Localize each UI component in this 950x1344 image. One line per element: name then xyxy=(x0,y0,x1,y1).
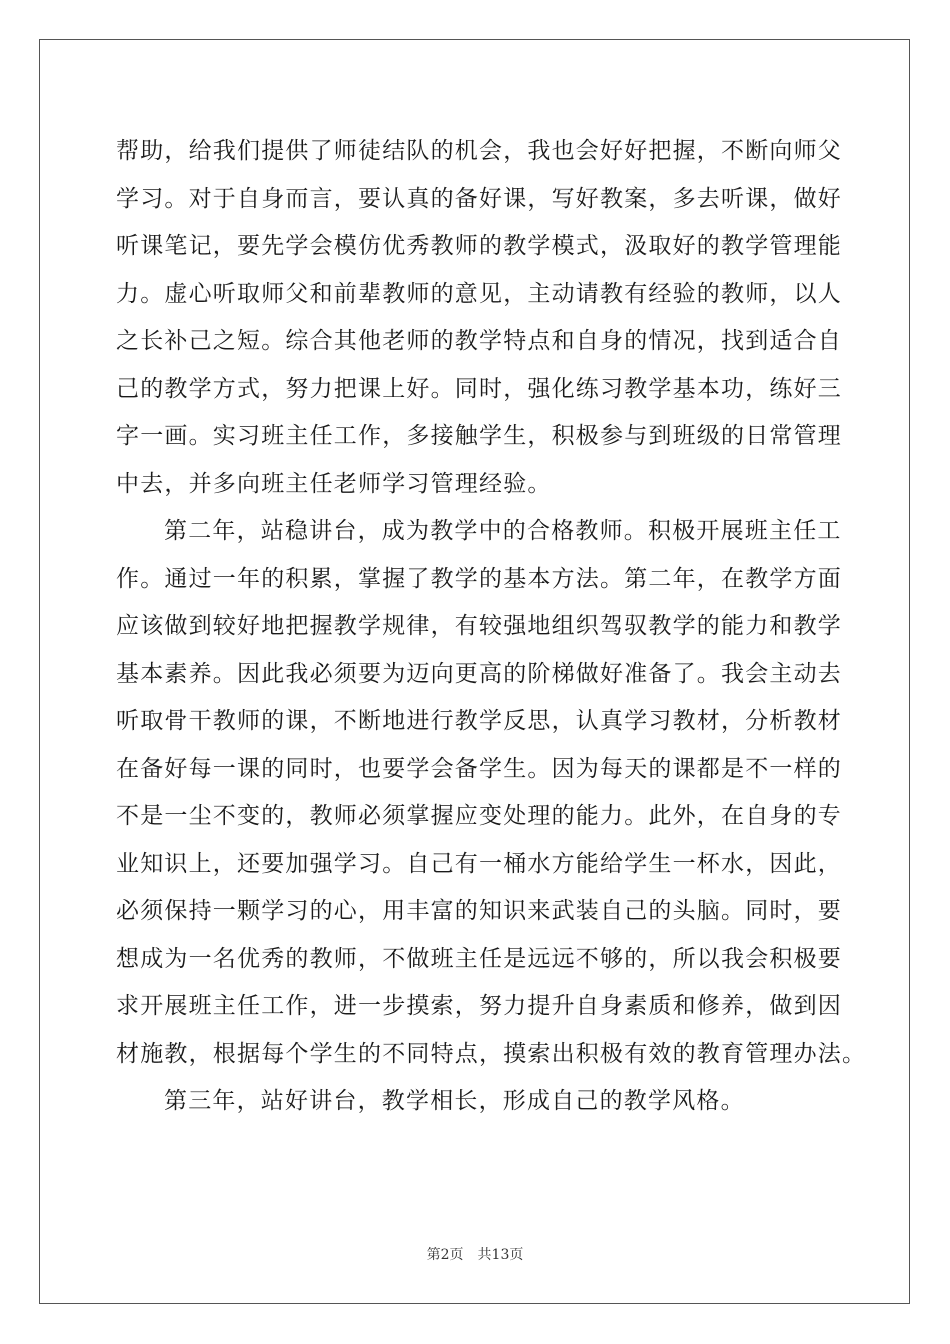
text-line: 听取骨干教师的课，不断地进行教学反思，认真学习教材，分析教材 xyxy=(116,708,842,734)
text-line: 中去，并多向班主任老师学习管理经验。 xyxy=(116,470,552,497)
text-line: 应该做到较好地把握教学规律，有较强地组织驾驭教学的能力和教学 xyxy=(116,613,842,639)
paragraph-start-line: 第三年，站好讲台，教学相长，形成自己的教学风格。 xyxy=(164,1088,745,1114)
text-line: 之长补己之短。综合其他老师的教学特点和自身的情况，找到适合自 xyxy=(116,328,842,354)
text-line: 在备好每一课的同时，也要学会备学生。因为每天的课都是不一样的 xyxy=(116,755,842,782)
text-line: 听课笔记，要先学会模仿优秀教师的教学模式，汲取好的教学管理能 xyxy=(116,233,842,259)
text-line: 想成为一名优秀的教师，不做班主任是远远不够的，所以我会积极要 xyxy=(116,945,842,972)
text-line: 业知识上，还要加强学习。自己有一桶水方能给学生一杯水，因此， xyxy=(116,850,842,877)
text-line: 字一画。实习班主任工作，多接触学生，积极参与到班级的日常管理 xyxy=(116,423,842,449)
text-line: 作。通过一年的积累，掌握了教学的基本方法。第二年，在教学方面 xyxy=(116,565,842,592)
page-number-total: 共13页 xyxy=(477,1247,524,1263)
text-line: 必须保持一颗学习的心，用丰富的知识来武装自己的头脑。同时，要 xyxy=(116,898,842,924)
page-footer xyxy=(0,1244,950,1264)
text-line: 力。虚心听取师父和前辈教师的意见，主动请教有经验的教师，以人 xyxy=(116,280,842,307)
text-line: 材施教，根据每个学生的不同特点，摸索出积极有效的教育管理办法。 xyxy=(116,1040,867,1067)
text-line: 不是一尘不变的，教师必须掌握应变处理的能力。此外，在自身的专 xyxy=(116,803,842,829)
document-body xyxy=(116,128,867,1126)
text-line: 基本素养。因此我必须要为迈向更高的阶梯做好准备了。我会主动去 xyxy=(116,660,842,687)
text-line: 求开展班主任工作，进一步摸索，努力提升自身素质和修养，做到因 xyxy=(116,993,842,1019)
text-line: 学习。对于自身而言，要认真的备好课，写好教案，多去听课，做好 xyxy=(116,185,842,212)
page-number-current: 第2页 xyxy=(426,1247,464,1263)
paragraph-start-line: 第二年，站稳讲台，成为教学中的合格教师。积极开展班主任工 xyxy=(164,518,842,544)
text-line: 己的教学方式，努力把课上好。同时，强化练习教学基本功，练好三 xyxy=(116,375,842,402)
text-line: 帮助，给我们提供了师徒结队的机会，我也会好好把握，不断向师父 xyxy=(116,138,842,164)
